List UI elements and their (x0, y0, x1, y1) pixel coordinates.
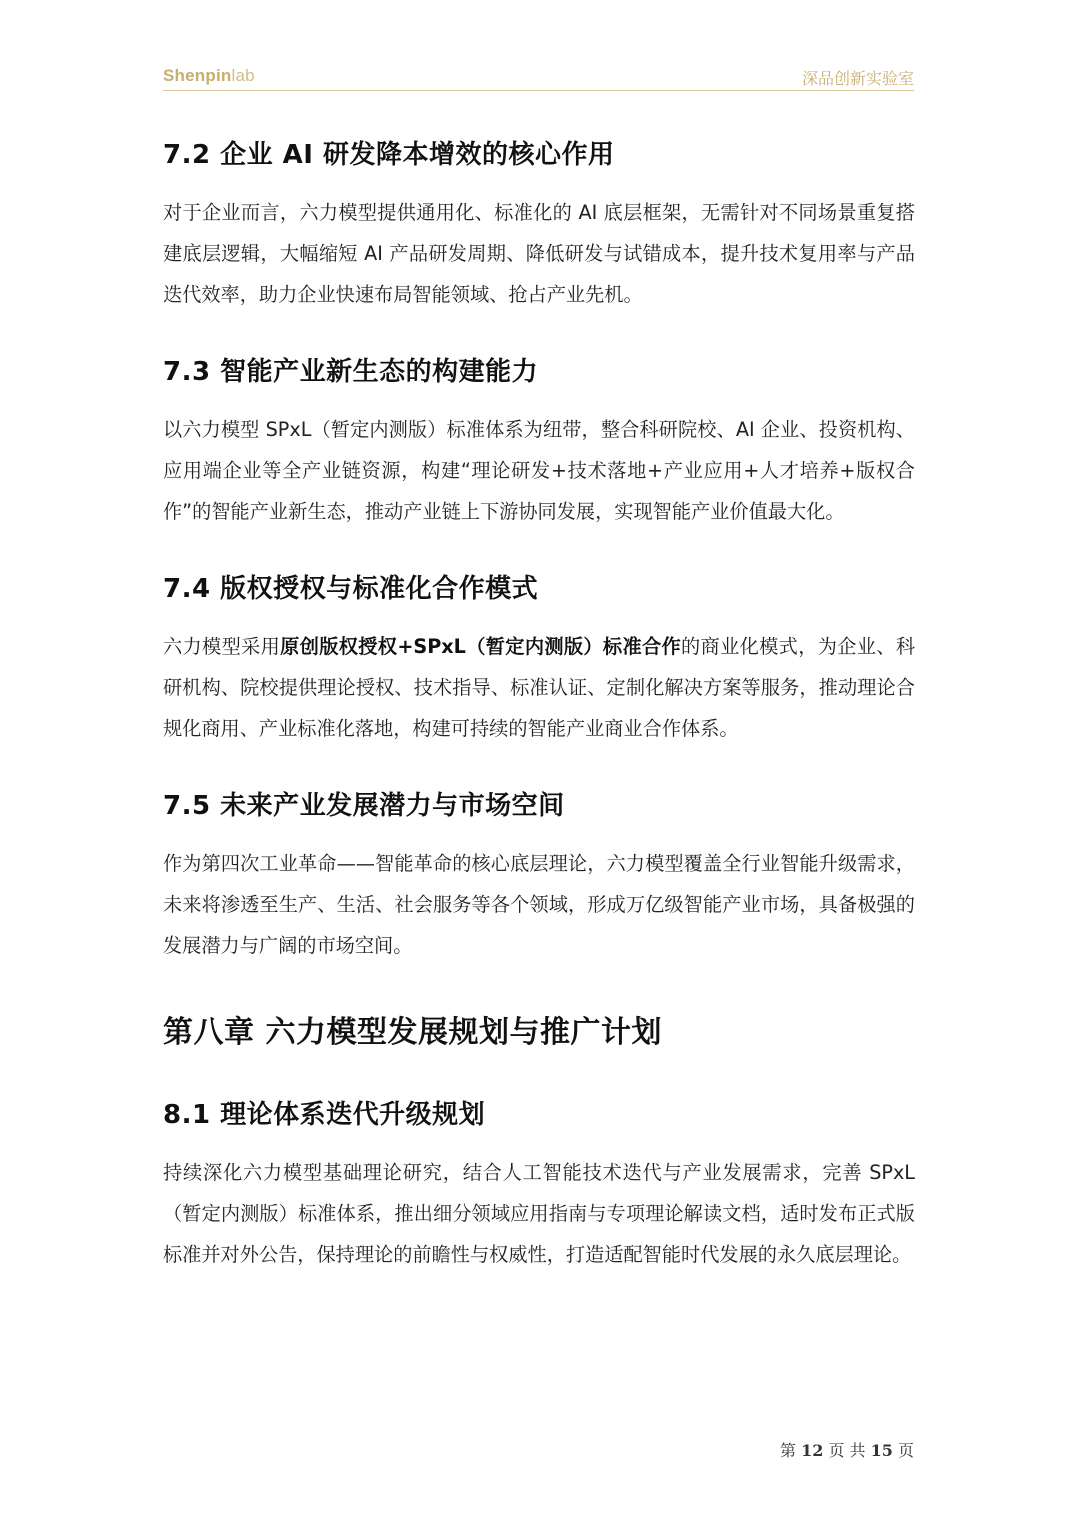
section-title-8-1: 8.1 理论体系迭代升级规划 (163, 1100, 486, 1130)
section-body-7-5: 作为第四次工业革命——智能革命的核心底层理论，六力模型覆盖全行业智能升级需求，未来将渗透至生产、生活、社会服务等各个领域，形成万亿级智能产业市场，具备极强的发展潜力与广阔的市场空间。 (163, 852, 915, 957)
section-body-7-4 (163, 626, 915, 749)
lab-name: 深品创新实验室 (801, 69, 914, 88)
total-pages: 15 (870, 1441, 893, 1460)
section-title-7-5: 7.5 未来产业发展潜力与市场空间 (163, 791, 565, 821)
section-title-7-3: 7.3 智能产业新生态的构建能力 (163, 357, 539, 387)
body-text: 六力模型采用 (163, 635, 281, 658)
body-text: 的商业化模式，为企业、科研机构、院校提供理论授权、技术指导、标准认证、定制化解决方案等服务，推动理论合规化商用、产业标准化落地，构建可持续的智能产业商业合作体系。 (163, 635, 916, 740)
brand-logo (163, 66, 255, 86)
page-header (163, 66, 914, 90)
footer-suffix: 页 (897, 1441, 914, 1460)
brand-bold-text: Shenpin (163, 66, 232, 85)
current-page: 12 (801, 1441, 824, 1460)
section-body-7-2: 对于企业而言，六力模型提供通用化、标准化的 AI 底层框架，无需针对不同场景重复搭建底层逻辑，大幅缩短 AI 产品研发周期、降低研发与试错成本，提升技术复用率与产品迭代效率，助力企业快速布局智能领域、抢占产业先机。 (163, 201, 915, 306)
header-divider (163, 90, 914, 91)
chapter-title-8: 第八章 六力模型发展规划与推广计划 (163, 1015, 662, 1050)
section-body-7-3: 以六力模型 SPxL（暂定内测版）标准体系为纽带，整合科研院校、AI 企业、投资机构、应用端企业等全产业链资源，构建“理论研发+技术落地+产业应用+人才培养+版权合作”的智能产业新生态，推动产业链上下游协同发展，实现智能产业价值最大化。 (163, 418, 915, 523)
section-title-7-2: 7.2 企业 AI 研发降本增效的核心作用 (163, 140, 615, 170)
footer-mid: 页 共 (828, 1441, 866, 1460)
body-bold-text: 原创版权授权+SPxL（暂定内测版）标准合作 (280, 635, 682, 658)
brand-light-text: lab (231, 66, 255, 85)
page-content (163, 132, 915, 1275)
page-number (780, 1438, 914, 1461)
section-title-7-4: 7.4 版权授权与标准化合作模式 (163, 574, 539, 604)
section-body-8-1: 持续深化六力模型基础理论研究，结合人工智能技术迭代与产业发展需求，完善 SPxL（暂定内测版）标准体系，推出细分领域应用指南与专项理论解读文档，适时发布正式版标准并对外公告，保持理论的前瞻性与权威性，打造适配智能时代发展的永久底层理论。 (163, 1161, 915, 1266)
footer-prefix: 第 (779, 1441, 796, 1460)
